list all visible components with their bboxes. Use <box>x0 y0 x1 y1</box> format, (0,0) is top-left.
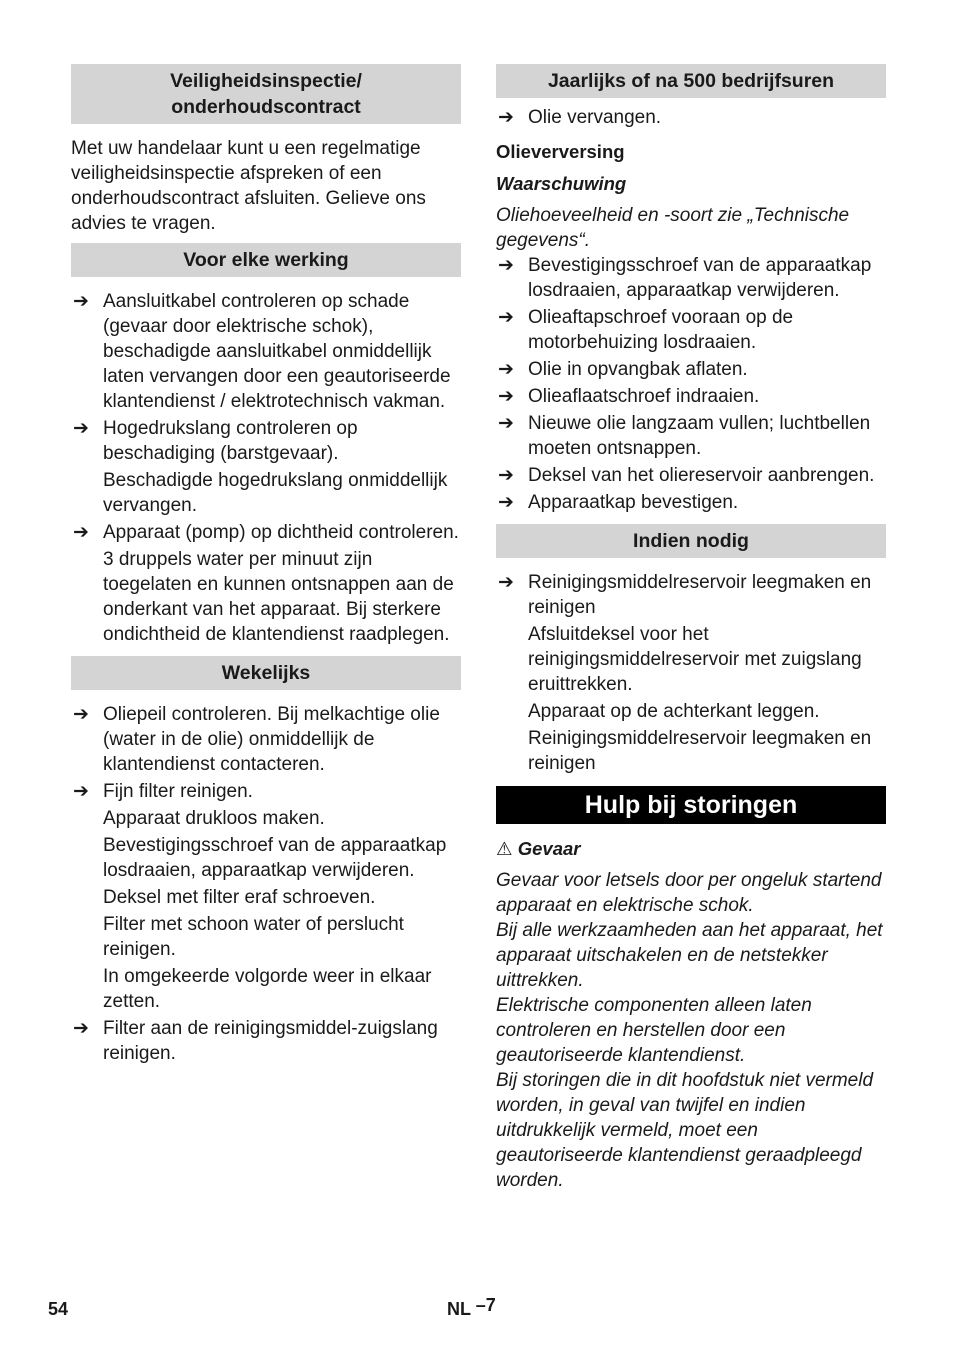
footer-lang: NL <box>447 1299 471 1319</box>
arrow-right-icon: ➔ <box>498 492 514 513</box>
list-subtext: Filter met schoon water of perslucht reinigen. <box>103 914 404 960</box>
oil-change-heading: Olieverversing <box>496 141 625 162</box>
list-subtext: Afsluitdeksel voor het reinigingsmiddelreservoir met zuigslang eruittrekken. <box>528 624 862 695</box>
danger-heading: ⚠ Gevaar <box>496 838 581 859</box>
right-column <box>496 64 886 1193</box>
section-heading-weekly: Wekelijks <box>71 656 461 690</box>
warning-heading: Waarschuwing <box>496 173 627 194</box>
list-item: ➔ Reinigingsmiddelreservoir leegmaken en reinigen <box>498 572 872 618</box>
list-item: ➔ Fijn filter reinigen. <box>73 781 253 802</box>
list-item: ➔ Aansluitkabel controleren op schade (gevaar door elektrische schok), beschadigde aansluitkabel onmiddellijk laten vervangen door een geautoriseerde klantendienst / elektrotechnisch vakman. <box>73 291 451 412</box>
list-subtext: 3 druppels water per minuut zijn toegelaten en kunnen ontsnappen aan de onderkant van het apparaat. Bij sterkere ondichtheid de klantendienst raadplegen. <box>103 549 454 645</box>
list-subtext: Apparaat drukloos maken. <box>103 808 325 829</box>
arrow-right-icon: ➔ <box>498 386 514 407</box>
list-item: ➔ Apparaat (pomp) op dichtheid controleren. <box>73 522 459 543</box>
list-item: ➔ Bevestigingsschroef van de apparaatkap losdraaien, apparaatkap verwijderen. <box>498 255 872 301</box>
list-item: ➔ Filter aan de reinigingsmiddel-zuigslang reinigen. <box>73 1018 438 1064</box>
danger-paragraph: Bij storingen die in dit hoofdstuk niet vermeld worden, in geval van twijfel en indien uitdrukkelijk vermeld, moet een geautoriseerde klantendienst geraadpleegd worden. <box>496 1070 874 1191</box>
list-item: ➔ Olie vervangen. <box>498 107 662 128</box>
arrow-right-icon: ➔ <box>498 413 514 434</box>
list-subtext: Apparaat op de achterkant leggen. <box>528 701 820 722</box>
arrow-right-icon: ➔ <box>498 307 514 328</box>
arrow-right-icon: ➔ <box>498 255 514 276</box>
arrow-right-icon: ➔ <box>73 1018 89 1039</box>
list-item: ➔ Olieaftapschroef vooraan op de motorbehuizing losdraaien. <box>498 307 794 353</box>
footer-label <box>447 1297 496 1322</box>
left-column <box>71 64 461 1068</box>
section-heading-yearly: Jaarlijks of na 500 bedrijfsuren <box>496 64 886 98</box>
list-subtext: Deksel met filter eraf schroeven. <box>103 887 376 908</box>
list-item: ➔ Apparaatkap bevestigen. <box>498 492 739 513</box>
page-number: 54 <box>48 1299 69 1319</box>
arrow-right-icon: ➔ <box>498 107 514 128</box>
list-item: ➔ Deksel van het oliereservoir aanbrengen. <box>498 465 875 486</box>
arrow-right-icon: ➔ <box>73 418 89 439</box>
danger-paragraph: Elektrische componenten alleen laten controleren en herstellen door een geautoriseerde klantendienst. <box>496 995 812 1066</box>
list-item: ➔ Oliepeil controleren. Bij melkachtige olie (water in de olie) onmiddellijk de klantendienst contacteren. <box>73 704 440 775</box>
list-subtext: Reinigingsmiddelreservoir leegmaken en reinigen <box>528 728 872 774</box>
section-heading-before-each-use: Voor elke werking <box>71 243 461 277</box>
list-subtext: Bevestigingsschroef van de apparaatkap losdraaien, apparaatkap verwijderen. <box>103 835 447 881</box>
section-heading-safety-inspection: Veiligheidsinspectie/ onderhoudscontract <box>71 64 461 124</box>
footer-subpage: 7 <box>485 1295 496 1315</box>
arrow-right-icon: ➔ <box>498 359 514 380</box>
section-heading-if-necessary: Indien nodig <box>496 524 886 558</box>
arrow-right-icon: ➔ <box>498 465 514 486</box>
arrow-right-icon: ➔ <box>498 572 514 593</box>
arrow-right-icon: ➔ <box>73 291 89 312</box>
list-item: ➔ Hogedrukslang controleren op beschadiging (barstgevaar). <box>73 418 358 464</box>
footer-separator: – <box>475 1295 486 1315</box>
danger-paragraph: Bij alle werkzaamheden aan het apparaat, het apparaat uitschakelen en de netstekker uittrekken. <box>496 920 883 991</box>
list-item: ➔ Olie in opvangbak aflaten. <box>498 359 748 380</box>
chapter-heading-troubleshooting: Hulp bij storingen <box>496 786 886 824</box>
arrow-right-icon: ➔ <box>73 704 89 725</box>
list-subtext: Beschadigde hogedrukslang onmiddellijk vervangen. <box>103 470 448 516</box>
list-subtext: In omgekeerde volgorde weer in elkaar zetten. <box>103 966 432 1012</box>
danger-paragraph: Gevaar voor letsels door per ongeluk startend apparaat en elektrische schok. <box>496 870 882 916</box>
arrow-right-icon: ➔ <box>73 522 89 543</box>
warning-triangle-icon: ⚠ <box>496 838 513 859</box>
warning-text: Oliehoeveelheid en -soort zie „Technische gegevens“. <box>496 205 850 251</box>
arrow-right-icon: ➔ <box>73 781 89 802</box>
list-item: ➔ Nieuwe olie langzaam vullen; luchtbellen moeten ontsnappen. <box>498 413 871 459</box>
safety-inspection-text: Met uw handelaar kunt u een regelmatige veiligheidsinspectie afspreken of een onderhoudscontract afsluiten. Gelieve ons advies te vragen. <box>71 138 426 234</box>
list-item: ➔ Olieaflaatschroef indraaien. <box>498 386 760 407</box>
